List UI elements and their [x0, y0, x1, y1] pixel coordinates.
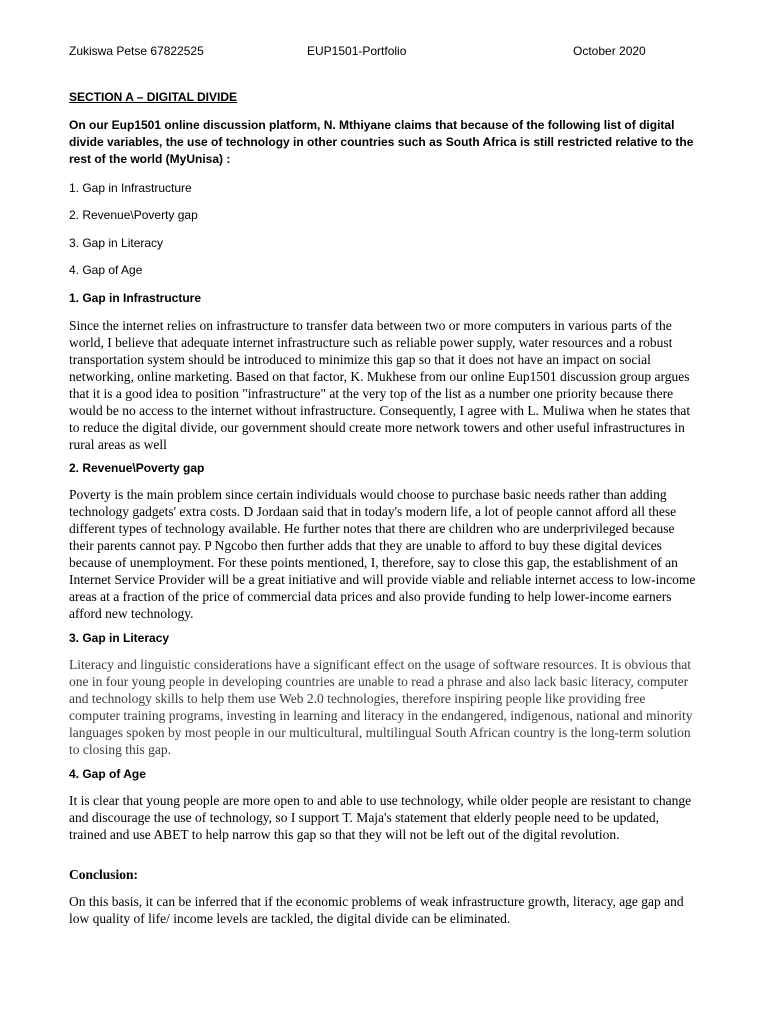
section-body: Since the internet relies on infrastructure to transfer data between two or more computers in various parts of the world, I believe that adequate internet infrastructure such as reliable power supply, water resources and a robust transportation system should be introduced to minimize this gap so that it does not have an impact on social networking, online marketing. Based on that factor, K. Mukhese from our online Eup1501 discussion group argues that it is a good idea to position "infrastructure" at the very top of the list as a number one priority because there would be no access to the internet without infrastructure. Consequently, I agree with L. Muliwa when he states that to reduce the digital divide, our government should create more network towers and other useful infrastructures in rural areas as well — [69, 318, 691, 452]
page-header — [0, 43, 768, 61]
header-date: October 2020 — [573, 44, 646, 58]
list-item: 4. Gap of Age — [69, 263, 143, 277]
section-body: It is clear that young people are more open to and able to use technology, while older people are resistant to change and discourage the use of technology, so I support T. Maja's statement that elderly people need to be updated, trained and use ABET to help narrow this gap so that they will not be left out of the digital revolution. — [69, 793, 692, 842]
section-body: Poverty is the main problem since certain individuals would choose to purchase basic needs rather than adding technology gadgets' extra costs. D Jordaan said that in today's modern life, a lot of people cannot afford all these different types of technology available. He further notes that there are children who are underprivileged because their parents cannot pay. P Ngcobo then further adds that they are unable to afford to buy these digital devices because of unemployment. For these points mentioned, I, therefore, say to close this gap, the establishment of an Internet Service Provider will be a great initiative and will provide viable and reliable internet access to low-income areas at a fraction of the price of commercial data prices and also provide funding to help lower-income earners afford new technology. — [69, 487, 696, 621]
section-heading: 4. Gap of Age — [69, 767, 146, 781]
section-heading: 2. Revenue\Poverty gap — [69, 461, 205, 475]
header-author: Zukiswa Petse 67822525 — [69, 44, 204, 58]
section-title: SECTION A – DIGITAL DIVIDE — [69, 90, 238, 104]
section-heading: 3. Gap in Literacy — [69, 631, 170, 645]
header-course: EUP1501-Portfolio — [307, 44, 407, 58]
list-item: 2. Revenue\Poverty gap — [69, 208, 198, 222]
conclusion-body: On this basis, it can be inferred that if the economic problems of weak infrastructure growth, literacy, age gap and low quality of life/ income levels are tackled, the digital divide can be eliminated. — [69, 894, 684, 926]
section-heading: 1. Gap in Infrastructure — [69, 291, 202, 305]
section-body: Literacy and linguistic considerations have a significant effect on the usage of software resources. It is obvious that one in four young people in developing countries are unable to read a phrase and also lack basic literacy, computer and technology skills to help them use Web 2.0 technologies, therefore inspiring people like providing free computer training programs, investing in learning and literacy in the endangered, indigenous, national and minority languages spoken by most people in our multicultural, multilingual South African country is the long-term solution to closing this gap. — [69, 657, 693, 757]
conclusion-heading: Conclusion: — [69, 867, 139, 882]
intro-paragraph: On our Eup1501 online discussion platform, N. Mthiyane claims that because of the following list of digital divide variables, the use of technology in other countries such as South Africa is still restricted relative to the rest of the world (MyUnisa) : — [69, 118, 694, 166]
list-item: 3. Gap in Literacy — [69, 236, 164, 250]
list-item: 1. Gap in Infrastructure — [69, 181, 192, 195]
